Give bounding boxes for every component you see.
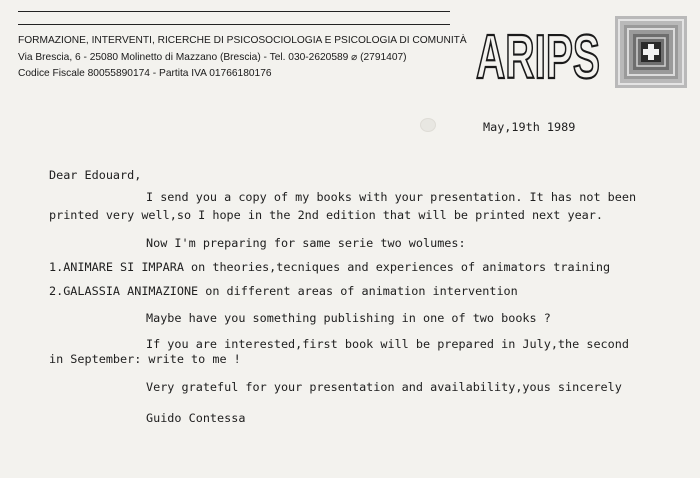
book-item-2: 2.GALASSIA ANIMAZIONE on different areas of animation intervention	[49, 284, 518, 298]
arips-logo-text: ARIPS	[476, 23, 600, 92]
paragraph-1-line-1: I send you a copy of my books with your presentation. It has not been	[146, 190, 637, 204]
paragraph-2: Now I'm preparing for same serie two wolumes:	[146, 236, 466, 250]
letterhead-address: Via Brescia, 6 - 25080 Molinetto di Mazzano (Brescia) - Tel. 030-2620589 ⌀ (2791407)	[18, 51, 407, 63]
letter-salutation: Dear Edouard,	[49, 168, 142, 182]
letterhead-tax-codes: Codice Fiscale 80055890174 - Partita IVA 01766180176	[18, 68, 272, 79]
paragraph-1-line-2: printed very well,so I hope in the 2nd edition that will be printed next year.	[49, 208, 603, 222]
letterhead-org-description: FORMAZIONE, INTERVENTI, RICERCHE DI PSICOSOCIOLOGIA E PSICOLOGIA DI COMUNITÀ	[18, 35, 467, 46]
paragraph-4-line-1: If you are interested,first book will be prepared in July,the second	[146, 337, 629, 351]
letter-date: May,19th 1989	[483, 120, 576, 134]
signature: Guido Contessa	[146, 411, 246, 425]
book-item-1: 1.ANIMARE SI IMPARA on theories,tecniques and experiences of animators training	[49, 260, 611, 274]
closing: Very grateful for your presentation and availability,yous sincerely	[146, 380, 622, 394]
paragraph-3: Maybe have you something publishing in one of two books ?	[146, 311, 551, 325]
paragraph-4-line-2: in September: write to me !	[49, 352, 241, 366]
